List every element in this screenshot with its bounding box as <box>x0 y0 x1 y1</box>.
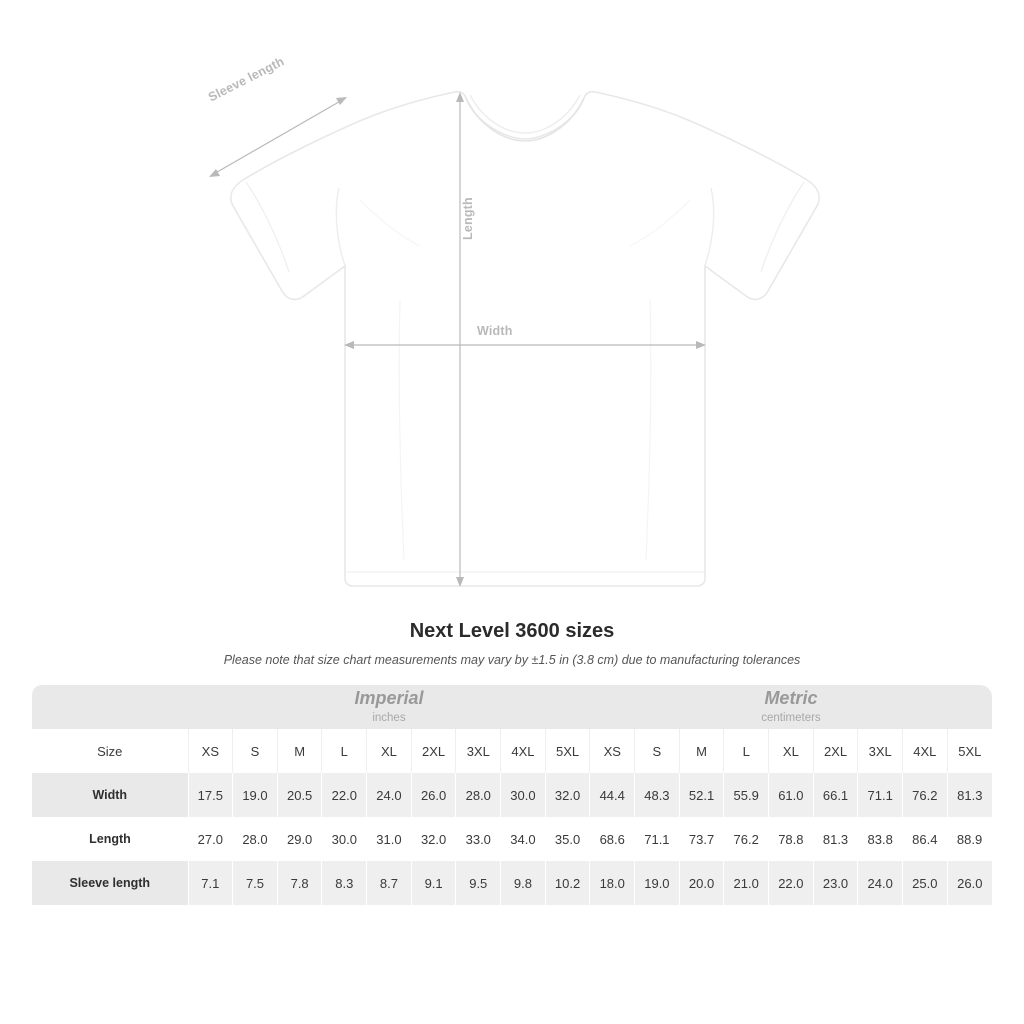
size-header-metric-xl: XL <box>769 729 814 773</box>
size-header-imperial-l: L <box>322 729 367 773</box>
cell-sleeve-imperial-xl: 8.7 <box>367 861 412 905</box>
cell-width-metric-xl: 61.0 <box>769 773 814 817</box>
cell-sleeve-metric-l: 21.0 <box>724 861 769 905</box>
cell-length-imperial-xs: 27.0 <box>197 831 223 847</box>
size-header-imperial-5xl: 5XL <box>545 729 590 773</box>
size-header-imperial-4xl: 4XL <box>501 729 546 773</box>
cell-length-imperial-s: 28.0 <box>242 831 268 847</box>
page-title: Next Level 3600 sizes <box>409 620 615 642</box>
cell-sleeve-imperial-s: 7.5 <box>233 861 278 905</box>
system-name-imperial: Imperial <box>354 687 424 708</box>
size-header-imperial-s: S <box>233 729 278 773</box>
cell-width-metric-2xl: 66.1 <box>813 773 858 817</box>
row-label-width: Width <box>32 773 188 817</box>
cell-sleeve-imperial-4xl: 9.8 <box>501 861 546 905</box>
cell-sleeve-metric-2xl: 23.0 <box>813 861 858 905</box>
cell-width-imperial-xs: 17.5 <box>188 773 233 817</box>
cell-width-imperial-2xl: 26.0 <box>411 773 456 817</box>
tolerance-note: Please note that size chart measurements may vary by ±1.5 in (3.8 cm) due to manufacturing tolerances <box>223 653 801 667</box>
cell-sleeve-metric-4xl: 25.0 <box>903 861 948 905</box>
cell-length-metric-s: 71.1 <box>644 831 670 847</box>
cell-sleeve-metric-3xl: 24.0 <box>858 861 903 905</box>
tshirt-shape <box>231 92 819 586</box>
size-header-metric-xs: XS <box>590 729 635 773</box>
system-unit-imperial: inches <box>372 712 406 725</box>
size-header-metric-l: L <box>724 729 769 773</box>
cell-width-imperial-s: 19.0 <box>233 773 278 817</box>
cell-width-metric-3xl: 71.1 <box>858 773 903 817</box>
cell-width-metric-m: 52.1 <box>679 773 724 817</box>
cell-length-metric-2xl: 81.3 <box>822 831 849 847</box>
size-header-metric-5xl: 5XL <box>947 729 992 773</box>
table-row <box>32 817 992 861</box>
cell-width-metric-xs: 44.4 <box>590 773 635 817</box>
cell-length-imperial-5xl: 35.0 <box>554 831 581 847</box>
cell-sleeve-metric-m: 20.0 <box>679 861 724 905</box>
cell-sleeve-metric-xl: 22.0 <box>769 861 814 905</box>
system-header-spacer <box>32 685 188 729</box>
cell-length-metric-l: 76.2 <box>733 831 759 847</box>
cell-length-metric-3xl: 83.8 <box>867 831 893 847</box>
size-header-imperial-3xl: 3XL <box>456 729 501 773</box>
cell-sleeve-metric-s: 19.0 <box>635 861 680 905</box>
size-header-metric-2xl: 2XL <box>813 729 858 773</box>
row-label-sleeve-length: Sleeve length <box>32 861 188 905</box>
size-header-imperial-xs: XS <box>188 729 233 773</box>
cell-length-imperial-3xl: 33.0 <box>465 831 491 847</box>
system-header-metric <box>590 685 992 729</box>
cell-width-metric-s: 48.3 <box>635 773 680 817</box>
cell-width-imperial-4xl: 30.0 <box>501 773 546 817</box>
cell-width-imperial-5xl: 32.0 <box>545 773 590 817</box>
system-name-metric: Metric <box>764 687 818 708</box>
cell-sleeve-imperial-3xl: 9.5 <box>456 861 501 905</box>
cell-length-metric-4xl: 86.4 <box>912 831 938 847</box>
length-label: Length <box>461 197 475 240</box>
cell-sleeve-imperial-2xl: 9.1 <box>411 861 456 905</box>
cell-sleeve-imperial-5xl: 10.2 <box>545 861 590 905</box>
cell-width-metric-5xl: 81.3 <box>947 773 992 817</box>
cell-width-imperial-xl: 24.0 <box>367 773 412 817</box>
cell-length-metric-5xl: 88.9 <box>956 831 983 847</box>
cell-length-metric-m: 73.7 <box>688 831 715 847</box>
size-header-imperial-xl: XL <box>367 729 412 773</box>
cell-length-imperial-m: 29.0 <box>286 831 313 847</box>
cell-sleeve-metric-5xl: 26.0 <box>947 861 992 905</box>
cell-length-imperial-xl: 31.0 <box>376 831 402 847</box>
size-header-metric-s: S <box>635 729 680 773</box>
cell-width-imperial-l: 22.0 <box>322 773 367 817</box>
title-block <box>0 620 1024 667</box>
size-header-metric-3xl: 3XL <box>858 729 903 773</box>
system-header-imperial <box>188 685 590 729</box>
cell-sleeve-imperial-m: 7.8 <box>277 861 322 905</box>
cell-length-metric-xs: 68.6 <box>599 831 625 847</box>
cell-length-metric-xl: 78.8 <box>778 831 804 847</box>
cell-width-imperial-m: 20.5 <box>277 773 322 817</box>
size-header-imperial-m: M <box>277 729 322 773</box>
cell-sleeve-metric-xs: 18.0 <box>590 861 635 905</box>
row-label-length: Length <box>89 832 131 846</box>
width-label: Width <box>477 324 513 338</box>
table-row <box>32 773 992 817</box>
cell-length-imperial-4xl: 34.0 <box>510 831 536 847</box>
system-header-row <box>32 685 992 729</box>
table-row <box>32 861 992 905</box>
cell-length-imperial-2xl: 32.0 <box>420 831 447 847</box>
cell-width-imperial-3xl: 28.0 <box>456 773 501 817</box>
size-header-label: Size <box>32 729 188 773</box>
size-header-imperial-2xl: 2XL <box>411 729 456 773</box>
size-chart-table <box>32 685 992 905</box>
size-header-metric-m: M <box>679 729 724 773</box>
size-header-metric-4xl: 4XL <box>903 729 948 773</box>
size-header-row <box>32 729 992 773</box>
cell-width-metric-4xl: 76.2 <box>903 773 948 817</box>
sleeve-length-label: Sleeve length <box>206 54 287 105</box>
size-chart-table-wrap <box>32 685 992 905</box>
cell-sleeve-imperial-xs: 7.1 <box>188 861 233 905</box>
cell-length-imperial-l: 30.0 <box>331 831 357 847</box>
system-unit-metric: centimeters <box>761 712 821 725</box>
cell-sleeve-imperial-l: 8.3 <box>322 861 367 905</box>
cell-width-metric-l: 55.9 <box>724 773 769 817</box>
